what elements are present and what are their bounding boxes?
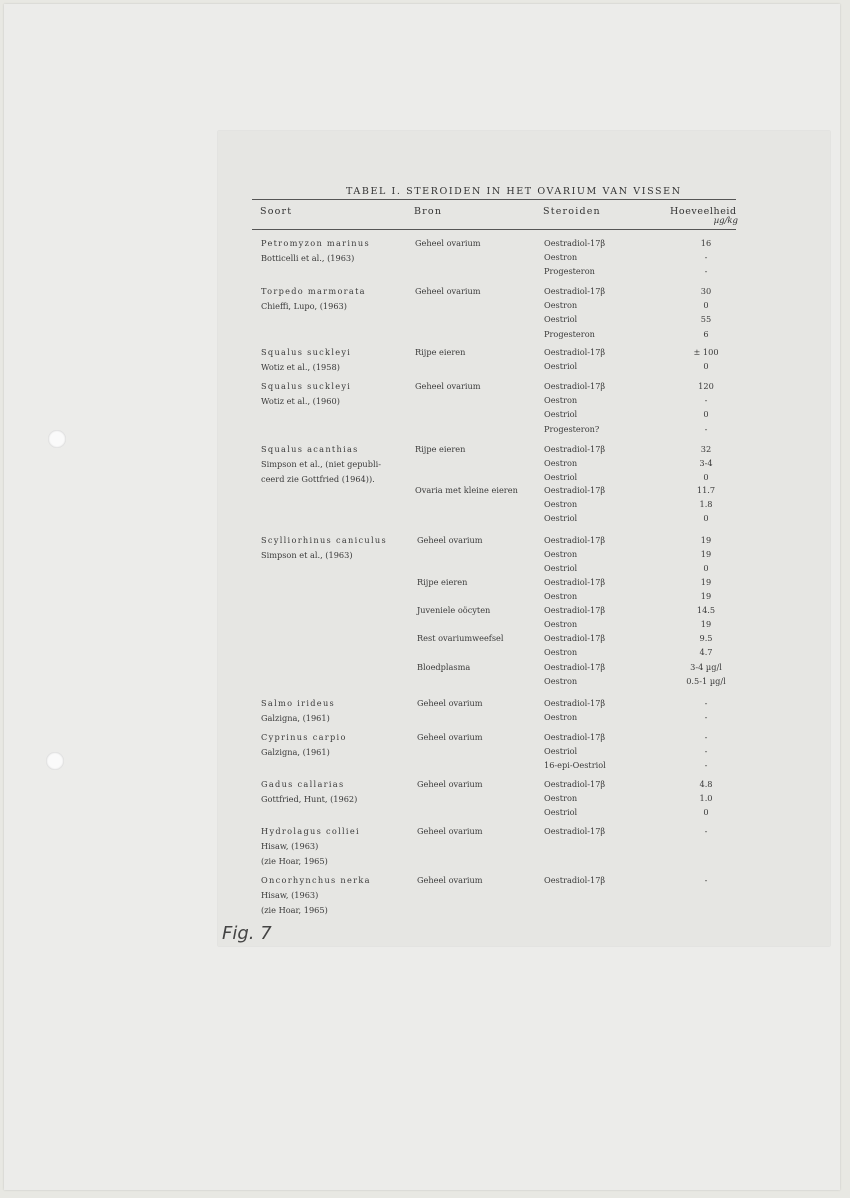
header-hoeveelheid: Hoeveelheid bbox=[670, 206, 737, 217]
species-name: Oncorhynchus nerka bbox=[261, 875, 371, 885]
steroid-cell: Oestriol bbox=[544, 807, 578, 818]
species-reference: Simpson et al., (1963) bbox=[261, 550, 353, 560]
figure-label: Fig. 7 bbox=[222, 923, 272, 944]
amount-cell: 0 bbox=[703, 513, 709, 524]
species-name: Gadus callarias bbox=[261, 779, 345, 789]
species-reference: ceerd zie Gottfried (1964)). bbox=[261, 474, 375, 484]
steroid-cell: Oestron bbox=[544, 712, 578, 723]
source-cell: Bloedplasma bbox=[417, 662, 471, 672]
amount-cell: 120 bbox=[698, 381, 714, 391]
amount-cell: 16 bbox=[700, 238, 712, 248]
species-reference: Hisaw, (1963) bbox=[261, 841, 319, 851]
source-cell: Rijpe eieren bbox=[417, 577, 468, 587]
amount-cell: 3-4 bbox=[699, 458, 713, 469]
source-cell: Geheel ovarium bbox=[415, 238, 481, 248]
amount-cell: 1.8 bbox=[699, 499, 713, 510]
steroid-cell: Oestron bbox=[544, 793, 578, 804]
amount-cell: 19 bbox=[700, 535, 712, 545]
amount-cell: - bbox=[704, 826, 708, 836]
species-reference: (zie Hoar, 1965) bbox=[261, 856, 328, 866]
species-name: Petromyzon marinus bbox=[261, 238, 370, 248]
amount-cell: 0 bbox=[703, 563, 709, 574]
amount-cell: 4.7 bbox=[699, 647, 713, 658]
header-rule bbox=[252, 229, 736, 230]
amount-cell: 4.8 bbox=[699, 779, 713, 789]
steroid-cell: Oestron bbox=[544, 252, 578, 263]
amount-cell: 55 bbox=[700, 314, 712, 325]
source-cell: Rijpe eieren bbox=[415, 347, 466, 357]
steroid-cell: Progesteron? bbox=[544, 423, 600, 434]
species-reference: Galzigna, (1961) bbox=[261, 747, 330, 757]
amount-cell: 0 bbox=[703, 300, 709, 311]
source-cell: Geheel ovarium bbox=[417, 732, 483, 742]
source-cell: Geheel ovarium bbox=[415, 381, 481, 391]
steroid-cell: Oestradiol-17β bbox=[544, 238, 606, 248]
steroid-cell: Oestradiol-17β bbox=[544, 605, 606, 615]
steroid-cell: Oestron bbox=[544, 300, 578, 311]
punch-hole-bottom bbox=[46, 752, 64, 770]
steroid-cell: Oestron bbox=[544, 499, 578, 510]
amount-cell: 0 bbox=[703, 472, 709, 483]
steroid-cell: Oestradiol-17β bbox=[544, 286, 606, 296]
species-name: Cyprinus carpio bbox=[261, 732, 347, 742]
amount-cell: 19 bbox=[700, 591, 712, 602]
amount-cell: - bbox=[704, 760, 708, 771]
source-cell: Geheel ovarium bbox=[417, 826, 483, 836]
header-soort: Soort bbox=[260, 206, 293, 217]
species-name: Scylliorhinus caniculus bbox=[261, 535, 387, 545]
source-cell: Rest ovariumweefsel bbox=[417, 633, 504, 643]
amount-cell: - bbox=[704, 712, 708, 723]
header-steroiden: Steroiden bbox=[543, 206, 601, 217]
source-cell: Geheel ovarium bbox=[417, 875, 483, 885]
species-reference: Wotiz et al., (1958) bbox=[261, 362, 340, 372]
amount-cell: 19 bbox=[700, 619, 712, 630]
steroid-cell: Oestriol bbox=[544, 746, 578, 757]
steroid-cell: Oestriol bbox=[544, 314, 578, 325]
steroid-cell: Oestradiol-17β bbox=[544, 444, 606, 454]
steroid-cell: Oestradiol-17β bbox=[544, 577, 606, 587]
species-name: Hydrolagus colliei bbox=[261, 826, 360, 836]
steroid-cell: Oestriol bbox=[544, 409, 578, 420]
amount-cell: - bbox=[704, 423, 708, 434]
steroid-cell: Oestradiol-17β bbox=[544, 381, 606, 391]
species-reference: (zie Hoar, 1965) bbox=[261, 905, 328, 915]
source-cell: Juveniele oöcyten bbox=[417, 605, 491, 615]
source-cell: Ovaria met kleine eieren bbox=[415, 485, 518, 495]
amount-cell: - bbox=[704, 698, 708, 708]
header-unit: µg/kg bbox=[713, 216, 738, 226]
species-name: Squalus suckleyi bbox=[261, 381, 352, 391]
species-name: Torpedo marmorata bbox=[261, 286, 366, 296]
steroid-cell: Oestradiol-17β bbox=[544, 732, 606, 742]
source-cell: Rijpe eieren bbox=[415, 444, 466, 454]
amount-cell: 0 bbox=[703, 807, 709, 818]
species-reference: Galzigna, (1961) bbox=[261, 713, 330, 723]
amount-cell: - bbox=[704, 266, 708, 277]
amount-cell: 19 bbox=[700, 549, 712, 560]
species-reference: Hisaw, (1963) bbox=[261, 890, 319, 900]
amount-cell: 1.0 bbox=[699, 793, 713, 804]
amount-cell: - bbox=[704, 875, 708, 885]
species-reference: Wotiz et al., (1960) bbox=[261, 396, 340, 406]
species-reference: Simpson et al., (niet gepubli- bbox=[261, 459, 381, 469]
steroid-cell: Oestriol bbox=[544, 563, 578, 574]
steroid-cell: Oestron bbox=[544, 591, 578, 602]
steroid-cell: Oestradiol-17β bbox=[544, 875, 606, 885]
steroid-cell: Oestron bbox=[544, 395, 578, 406]
steroid-cell: Oestradiol-17β bbox=[544, 633, 606, 643]
source-cell: Geheel ovarium bbox=[417, 698, 483, 708]
steroid-cell: Oestriol bbox=[544, 513, 578, 524]
steroid-cell: Oestradiol-17β bbox=[544, 826, 606, 836]
amount-cell: 19 bbox=[700, 577, 712, 587]
amount-cell: 14.5 bbox=[696, 605, 716, 615]
source-cell: Geheel ovarium bbox=[417, 779, 483, 789]
steroid-cell: Oestron bbox=[544, 647, 578, 658]
source-cell: Geheel ovarium bbox=[415, 286, 481, 296]
steroid-cell: Oestron bbox=[544, 549, 578, 560]
steroid-cell: Oestriol bbox=[544, 472, 578, 483]
header-bron: Bron bbox=[414, 206, 443, 217]
steroid-cell: Progesteron bbox=[544, 266, 595, 277]
amount-cell: 30 bbox=[700, 286, 712, 296]
steroid-cell: Oestron bbox=[544, 458, 578, 469]
amount-cell: 11.7 bbox=[696, 485, 716, 495]
steroid-cell: 16-epi-Oestriol bbox=[544, 760, 606, 771]
amount-cell: - bbox=[704, 732, 708, 742]
species-reference: Botticelli et al., (1963) bbox=[261, 253, 355, 263]
amount-cell: ± 100 bbox=[693, 347, 719, 357]
amount-cell: 6 bbox=[703, 328, 709, 339]
amount-cell: 0.5-1 µg/l bbox=[686, 676, 726, 687]
species-name: Salmo irideus bbox=[261, 698, 336, 708]
amount-cell: 0 bbox=[703, 361, 709, 372]
species-reference: Gottfried, Hunt, (1962) bbox=[261, 794, 358, 804]
amount-cell: - bbox=[704, 746, 708, 757]
table-title: TABEL I. STEROIDEN IN HET OVARIUM VAN VISSEN bbox=[346, 186, 682, 197]
steroid-cell: Oestradiol-17β bbox=[544, 698, 606, 708]
species-reference: Chieffi, Lupo, (1963) bbox=[261, 301, 347, 311]
source-cell: Geheel ovarium bbox=[417, 535, 483, 545]
steroid-cell: Oestradiol-17β bbox=[544, 779, 606, 789]
steroid-cell: Oestron bbox=[544, 619, 578, 630]
amount-cell: - bbox=[704, 252, 708, 263]
title-rule bbox=[252, 199, 736, 200]
steroid-cell: Oestron bbox=[544, 676, 578, 687]
species-name: Squalus suckleyi bbox=[261, 347, 352, 357]
amount-cell: 9.5 bbox=[699, 633, 713, 643]
steroid-cell: Oestradiol-17β bbox=[544, 485, 606, 495]
amount-cell: 3-4 µg/l bbox=[690, 662, 722, 672]
punch-hole-top bbox=[48, 430, 66, 448]
steroid-cell: Oestriol bbox=[544, 361, 578, 372]
steroid-cell: Oestradiol-17β bbox=[544, 535, 606, 545]
amount-cell: - bbox=[704, 395, 708, 406]
steroid-cell: Progesteron bbox=[544, 328, 595, 339]
steroid-cell: Oestradiol-17β bbox=[544, 662, 606, 672]
species-name: Squalus acanthias bbox=[261, 444, 359, 454]
amount-cell: 0 bbox=[703, 409, 709, 420]
amount-cell: 32 bbox=[700, 444, 712, 454]
steroid-cell: Oestradiol-17β bbox=[544, 347, 606, 357]
